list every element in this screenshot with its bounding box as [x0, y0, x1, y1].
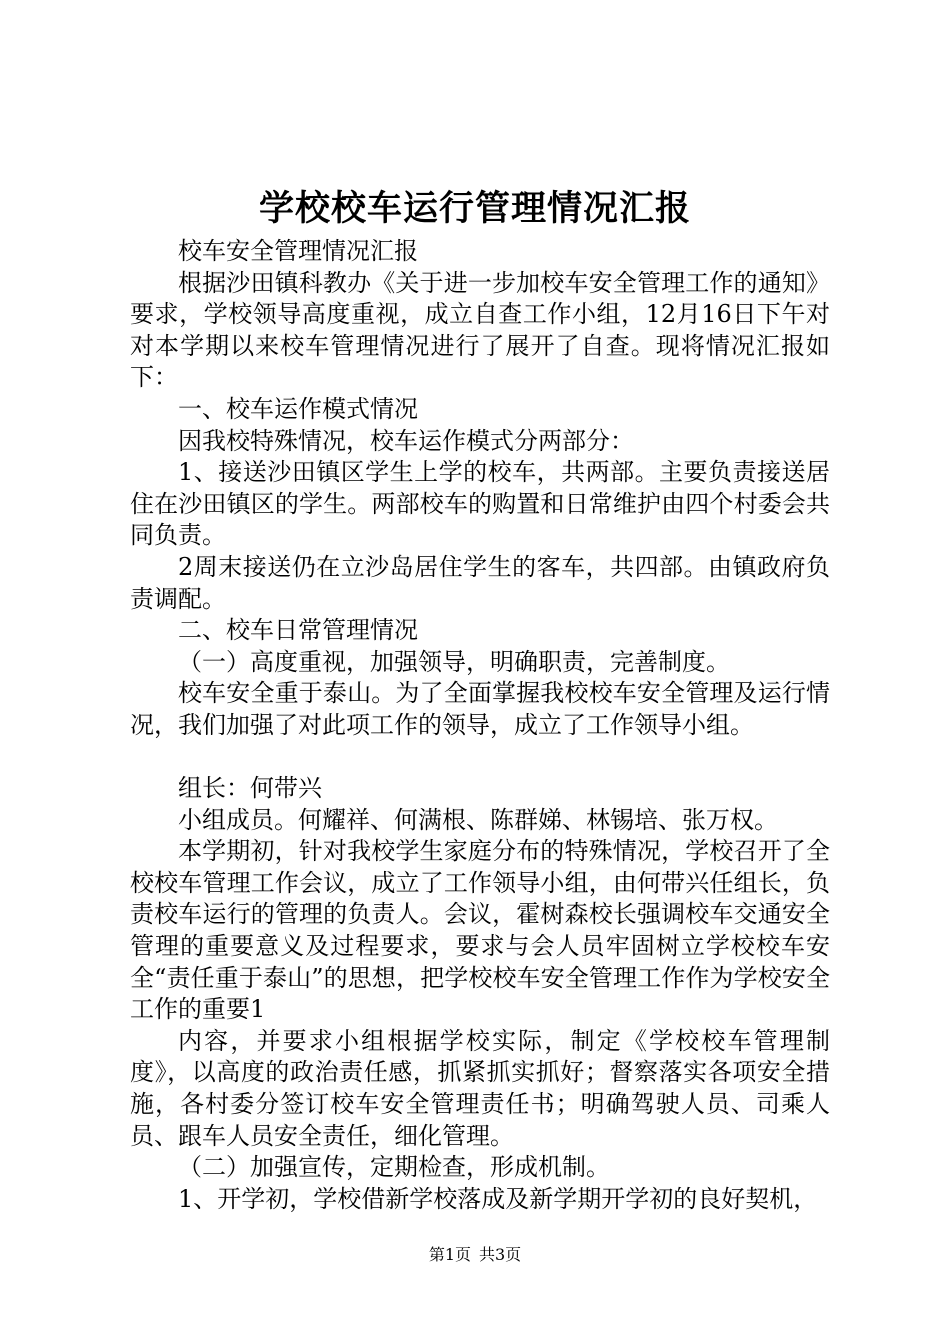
paragraph: 内容，并要求小组根据学校实际，制定《学校校车管理制度》，以高度的政治责任感，抓紧抓实抓好；督察落实各项安全措施，各村委分签订校车安全管理责任书；明确驾驶人员、司乘人员、跟车人员安全责任，细化管理。 [130, 1026, 830, 1150]
paragraph: 本学期初，针对我校学生家庭分布的特殊情况，学校召开了全校校车管理工作会议，成立了工作领导小组，由何带兴任组长，负责校车运行的管理的负责人。会议，霍树森校长强调校车交通安全管理的重要意义及过程要求，要求与会人员牢固树立学校校车安全“责任重于泰山”的思想，把学校校车安全管理工作作为学校安全工作的重要1 [130, 837, 830, 1024]
page-number: 第1页 [428, 1245, 471, 1264]
subsection-heading: （一）高度重视，加强领导，明确职责，完善制度。 [178, 647, 730, 676]
subsection-heading: （二）加强宣传，定期检查，形成机制。 [178, 1153, 610, 1182]
document-body [130, 236, 830, 1215]
paragraph: 1、开学初，学校借新学校落成及新学期开学初的良好契机， [178, 1184, 818, 1213]
paragraph: 组长：何带兴 [178, 774, 322, 803]
paragraph: 校车安全管理情况汇报 [178, 237, 418, 265]
section-heading: 一、校车运作模式情况 [178, 394, 418, 423]
paragraph: 根据沙田镇科教办《关于进一步加校车安全管理工作的通知》要求，学校领导高度重视，成立自查工作小组，12月16日下午对对本学期以来校车管理情况进行了展开了自查。现将情况汇报如下： [130, 268, 830, 392]
paragraph: 校车安全重于泰山。为了全面掌握我校校车安全管理及运行情况，我们加强了对此项工作的领导，成立了工作领导小组。 [130, 679, 830, 739]
paragraph: 1、接送沙田镇区学生上学的校车，共两部。主要负责接送居住在沙田镇区的学生。两部校车的购置和日常维护由四个村委会共同负责。 [130, 458, 830, 550]
document-title: 学校校车运行管理情况汇报 [258, 188, 691, 229]
section-heading: 二、校车日常管理情况 [178, 616, 418, 645]
page-total: 共3页 [479, 1245, 522, 1264]
paragraph: 小组成员。何耀祥、何满根、陈群娣、林锡培、张万权。 [178, 805, 778, 834]
page-footer [0, 1243, 950, 1267]
paragraph: 2周末接送仍在立沙岛居住学生的客车，共四部。由镇政府负责调配。 [130, 552, 830, 613]
paragraph: 因我校特殊情况，校车运作模式分两部分： [178, 426, 634, 455]
